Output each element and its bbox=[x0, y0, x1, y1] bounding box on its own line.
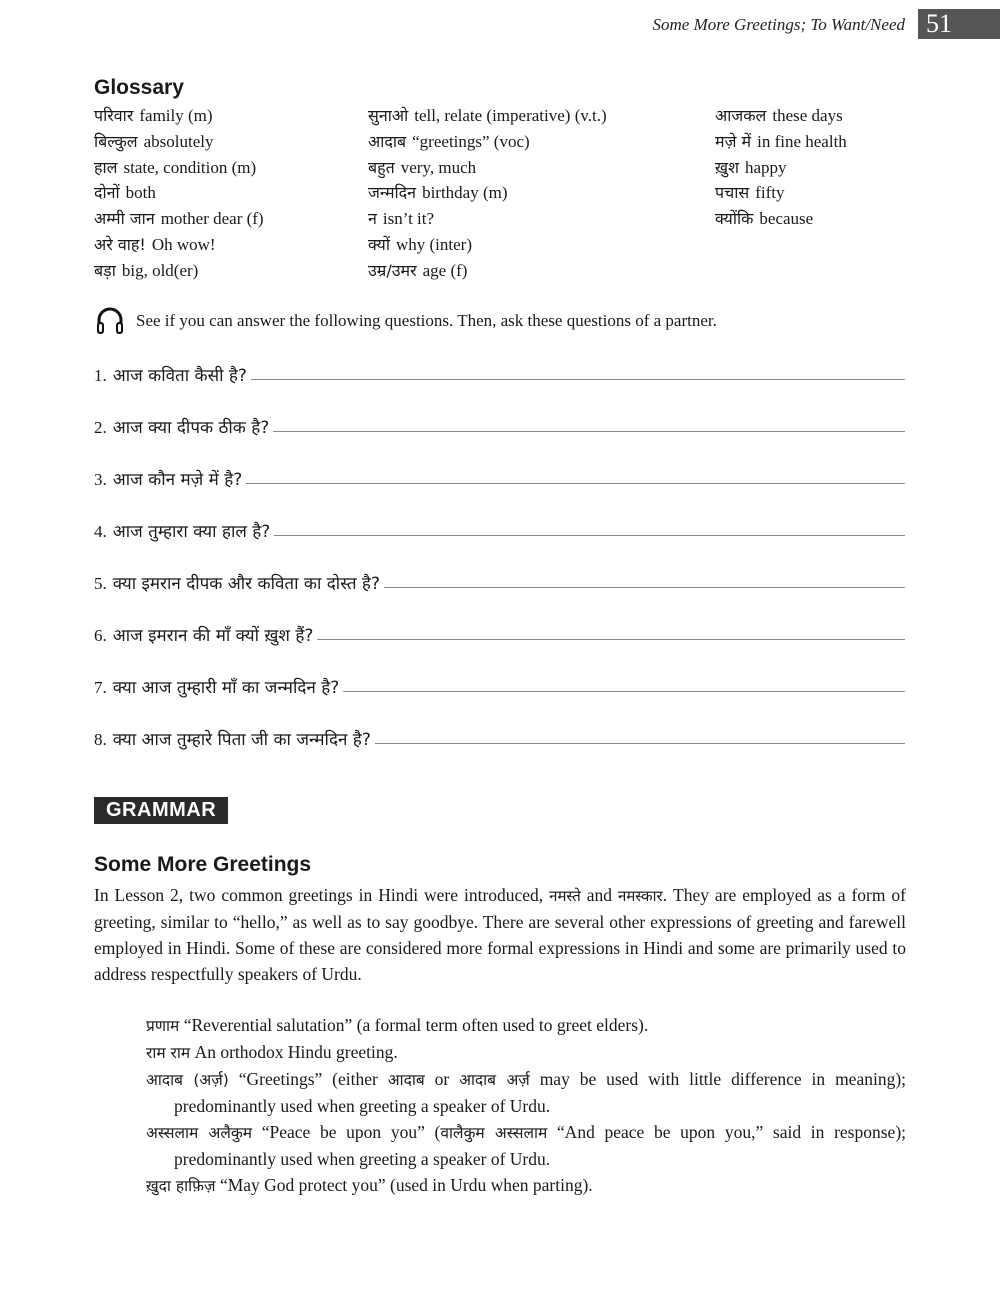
greeting-description: “May God protect you” (used in Urdu when parting). bbox=[215, 1175, 593, 1195]
answer-line[interactable] bbox=[384, 586, 905, 588]
greeting-item bbox=[146, 1119, 906, 1172]
hindi-term: नमस्कार bbox=[618, 887, 663, 905]
glossary-term: ख़ुश bbox=[715, 157, 739, 177]
hindi-term: आदाब (अर्ज़) bbox=[146, 1071, 229, 1089]
question-number: 3. bbox=[94, 470, 107, 489]
glossary-definition: big, old(er) bbox=[121, 260, 199, 280]
question-number: 1. bbox=[94, 366, 107, 385]
greeting-item bbox=[146, 1039, 906, 1066]
glossary-entry bbox=[368, 104, 607, 130]
glossary-entry bbox=[94, 181, 264, 207]
glossary-term: क्यों bbox=[368, 234, 390, 254]
glossary-entry bbox=[94, 233, 264, 259]
glossary-definition: very, much bbox=[400, 157, 477, 177]
hindi-term: नमस्ते bbox=[549, 887, 581, 905]
glossary-definition: isn’t it? bbox=[382, 209, 435, 229]
question-item bbox=[94, 519, 905, 542]
question-number: 6. bbox=[94, 626, 107, 645]
glossary-definition: “greetings” (voc) bbox=[412, 131, 530, 151]
glossary-entry bbox=[715, 181, 847, 207]
glossary-term: सुनाओ bbox=[368, 106, 409, 125]
glossary-entry bbox=[94, 259, 264, 285]
question-text: आज क्या दीपक ठीक है? bbox=[112, 418, 270, 438]
glossary-definition: family (m) bbox=[139, 106, 213, 125]
hindi-term: वालैकुम अस्सलाम bbox=[440, 1124, 548, 1142]
paragraph-text: . They are employed as a form of greeting, similar to “hello,” as well as to say goodbye. There are several other expressions of greeting and farewell employed in Hindi. Some of these are considered more formal expressions in Hindi and some are primarily used to address respectfully speakers of Urdu. bbox=[94, 885, 906, 984]
greeting-description: “Peace be upon you” ( bbox=[252, 1122, 441, 1142]
glossary-definition: birthday (m) bbox=[422, 183, 508, 203]
answer-line[interactable] bbox=[251, 378, 905, 380]
greeting-description: or bbox=[424, 1069, 460, 1089]
glossary-term: क्योंकि bbox=[715, 209, 754, 229]
hindi-term: राम राम bbox=[146, 1044, 191, 1062]
glossary-term: बड़ा bbox=[94, 260, 116, 280]
glossary-definition: because bbox=[759, 209, 814, 229]
glossary-entry bbox=[368, 207, 607, 233]
glossary-definition: mother dear (f) bbox=[160, 209, 264, 229]
glossary-definition: state, condition (m) bbox=[123, 157, 257, 177]
glossary-definition: absolutely bbox=[143, 131, 214, 151]
glossary-term: बिल्कुल bbox=[94, 131, 138, 151]
question-text: आज इमरान की माँ क्यों ख़ुश हैं? bbox=[112, 626, 314, 646]
hindi-term: अस्सलाम अलैकुम bbox=[146, 1124, 253, 1142]
glossary-term: आजकल bbox=[715, 106, 767, 125]
question-text: आज कविता कैसी है? bbox=[112, 366, 247, 386]
greeting-description: “Greetings” (either bbox=[228, 1069, 388, 1089]
glossary-term: परिवार bbox=[94, 106, 134, 125]
hindi-term: ख़ुदा हाफ़िज़ bbox=[146, 1177, 216, 1195]
glossary-term: मज़े में bbox=[715, 131, 752, 151]
question-text: आज कौन मज़े में है? bbox=[112, 470, 243, 490]
hindi-term: प्रणाम bbox=[146, 1017, 180, 1035]
glossary-column-3 bbox=[715, 104, 847, 233]
question-item bbox=[94, 363, 905, 386]
glossary-definition: in fine health bbox=[757, 131, 847, 151]
greeting-item bbox=[146, 1172, 906, 1199]
glossary-entry bbox=[94, 104, 264, 130]
glossary-definition: both bbox=[125, 183, 156, 203]
question-number: 7. bbox=[94, 678, 107, 697]
hindi-term: आदाब अर्ज़ bbox=[459, 1071, 530, 1089]
glossary-entry bbox=[368, 130, 607, 156]
glossary-entry bbox=[715, 207, 847, 233]
glossary-entry bbox=[715, 104, 847, 130]
grammar-paragraph bbox=[94, 882, 906, 987]
instruction-text: See if you can answer the following questions. Then, ask these questions of a partner. bbox=[136, 311, 717, 330]
headphones-icon bbox=[94, 305, 126, 337]
glossary-entry bbox=[368, 181, 607, 207]
glossary-entry bbox=[715, 130, 847, 156]
glossary-entry bbox=[94, 130, 264, 156]
greeting-item bbox=[146, 1066, 906, 1119]
greeting-description: may be used with little difference in meaning); predominantly used when greeting a speaker of Urdu. bbox=[174, 1069, 907, 1116]
greetings-list bbox=[146, 1012, 906, 1199]
running-header: Some More Greetings; To Want/Need bbox=[652, 15, 905, 34]
glossary-entry bbox=[715, 156, 847, 182]
glossary-definition: fifty bbox=[755, 183, 785, 203]
question-item bbox=[94, 727, 905, 750]
glossary-column-2 bbox=[368, 104, 607, 285]
glossary-entry bbox=[368, 156, 607, 182]
section-subtitle: Some More Greetings bbox=[94, 853, 312, 876]
answer-line[interactable] bbox=[317, 638, 905, 640]
question-item bbox=[94, 467, 905, 490]
glossary-entry bbox=[368, 259, 607, 285]
question-number: 4. bbox=[94, 522, 107, 541]
answer-line[interactable] bbox=[273, 430, 905, 432]
question-item bbox=[94, 415, 905, 438]
hindi-term: आदाब bbox=[387, 1071, 425, 1089]
glossary-term: पचास bbox=[715, 183, 750, 203]
answer-line[interactable] bbox=[246, 482, 905, 484]
greeting-description: An orthodox Hindu greeting. bbox=[190, 1042, 398, 1062]
paragraph-text: and bbox=[580, 885, 619, 905]
glossary-entry bbox=[94, 207, 264, 233]
question-number: 8. bbox=[94, 730, 107, 749]
question-text: क्या इमरान दीपक और कविता का दोस्त है? bbox=[112, 574, 380, 594]
glossary-definition: why (inter) bbox=[395, 234, 472, 254]
greeting-item bbox=[146, 1012, 906, 1039]
glossary-term: जन्मदिन bbox=[368, 183, 417, 203]
glossary-entry bbox=[368, 233, 607, 259]
glossary-definition: these days bbox=[772, 106, 843, 125]
glossary-entry bbox=[94, 156, 264, 182]
glossary-term: आदाब bbox=[368, 131, 407, 151]
answer-line[interactable] bbox=[274, 534, 905, 536]
glossary-term: अम्मी जान bbox=[94, 209, 155, 229]
glossary-definition: Oh wow! bbox=[151, 234, 216, 254]
paragraph-text: In Lesson 2, two common greetings in Hindi were introduced, bbox=[94, 885, 550, 905]
answer-line[interactable] bbox=[343, 690, 905, 692]
greeting-description: “Reverential salutation” (a formal term often used to greet elders). bbox=[179, 1015, 649, 1035]
glossary-term: दोनों bbox=[94, 183, 120, 203]
question-text: क्या आज तुम्हारे पिता जी का जन्मदिन है? bbox=[112, 730, 371, 750]
question-item bbox=[94, 623, 905, 646]
grammar-label: GRAMMAR bbox=[94, 797, 228, 824]
glossary-column-1 bbox=[94, 104, 264, 285]
glossary-term: उम्र/उमर bbox=[368, 260, 417, 280]
glossary-definition: tell, relate (imperative) (v.t.) bbox=[414, 106, 607, 125]
audio-instruction bbox=[94, 305, 717, 337]
question-text: क्या आज तुम्हारी माँ का जन्मदिन है? bbox=[112, 678, 340, 698]
question-item bbox=[94, 675, 905, 698]
glossary-term: हाल bbox=[94, 157, 118, 177]
glossary-term: न bbox=[368, 209, 377, 229]
question-item bbox=[94, 571, 905, 594]
question-text: आज तुम्हारा क्या हाल है? bbox=[112, 522, 271, 542]
greeting-description: “And peace be upon you,” said in response); predominantly used when greeting a speaker of Urdu. bbox=[174, 1122, 907, 1169]
glossary-definition: happy bbox=[744, 157, 787, 177]
answer-line[interactable] bbox=[375, 742, 905, 744]
question-number: 2. bbox=[94, 418, 107, 437]
glossary-term: अरे वाह! bbox=[94, 234, 146, 254]
glossary-title: Glossary bbox=[94, 76, 184, 99]
question-number: 5. bbox=[94, 574, 107, 593]
glossary-definition: age (f) bbox=[422, 260, 468, 280]
glossary-term: बहुत bbox=[368, 157, 395, 177]
page-number: 51 bbox=[918, 9, 1000, 39]
